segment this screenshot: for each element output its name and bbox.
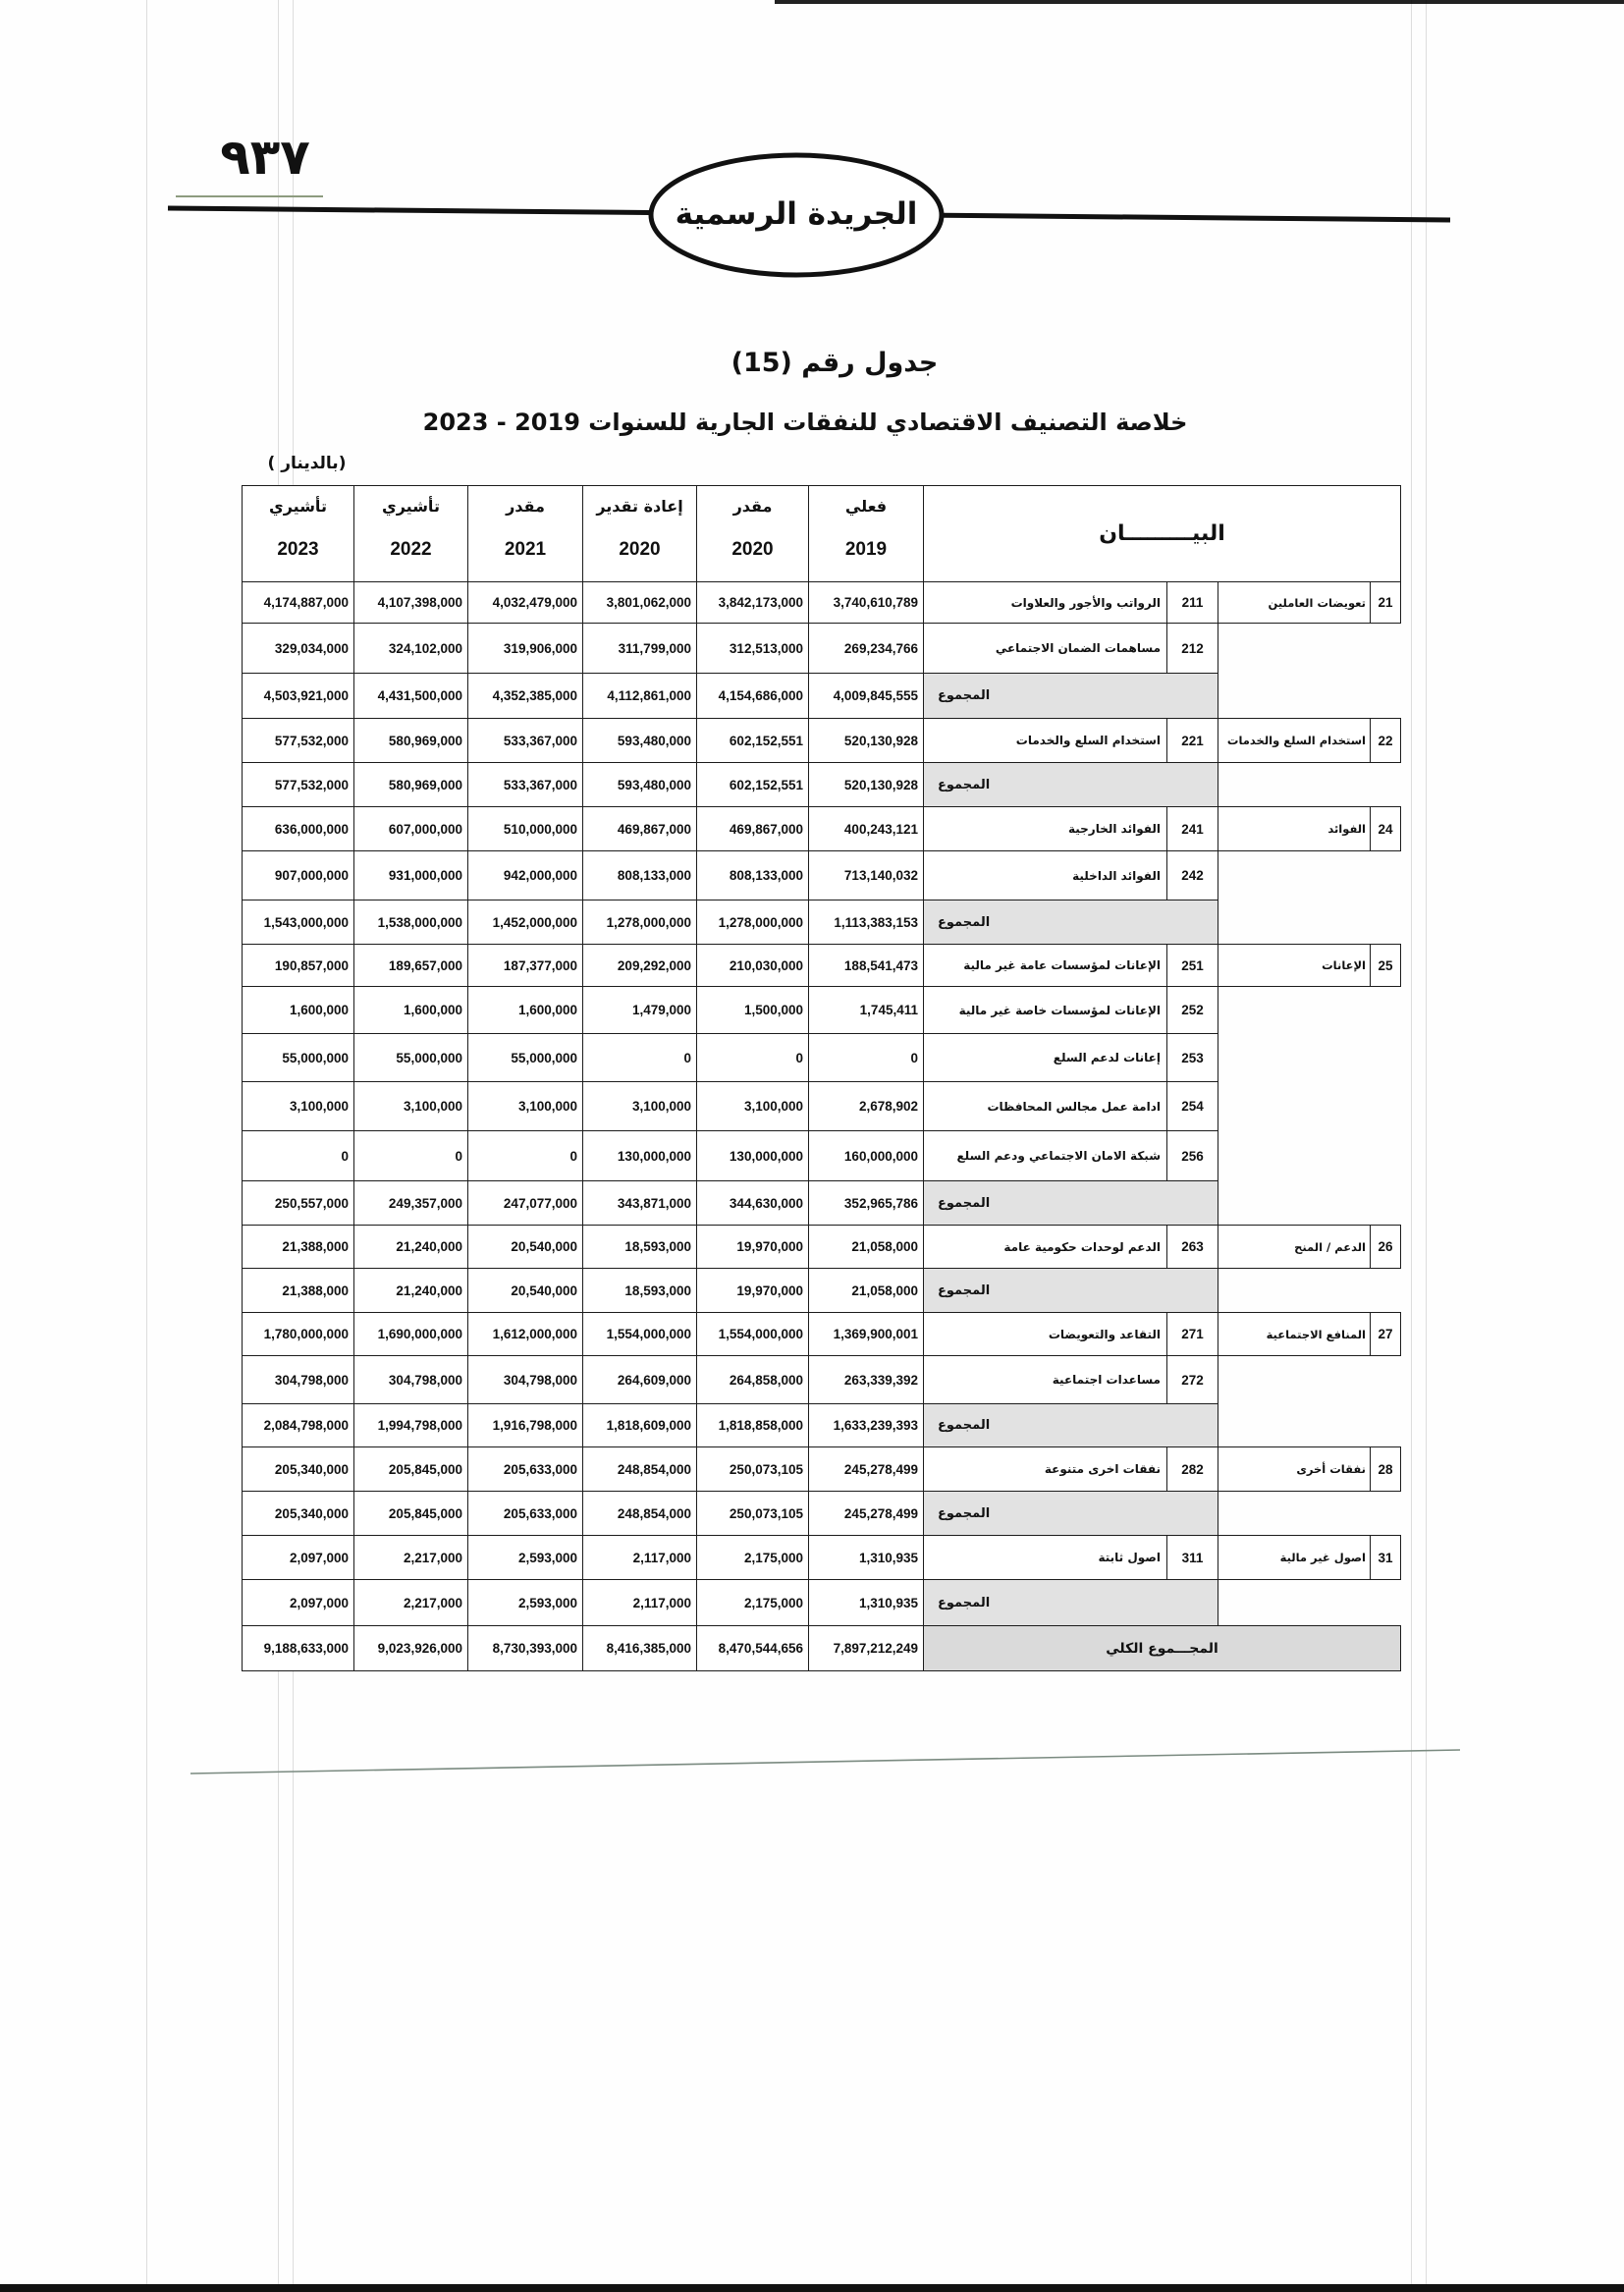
- table-row: [243, 1226, 1401, 1269]
- value-cell: 329,034,000: [243, 624, 354, 674]
- value-cell: 4,112,861,000: [583, 674, 697, 719]
- empty-cell: [1218, 1181, 1371, 1226]
- value-cell: 580,969,000: [354, 763, 468, 807]
- value-cell: 19,970,000: [697, 1226, 809, 1269]
- empty-cell: [1218, 1580, 1371, 1626]
- item-code: 252: [1167, 987, 1218, 1034]
- value-cell: 2,217,000: [354, 1580, 468, 1626]
- value-cell: 205,633,000: [468, 1447, 583, 1492]
- empty-cell: [1218, 1082, 1371, 1131]
- value-cell: 319,906,000: [468, 624, 583, 674]
- subtotal-row: [243, 1492, 1401, 1536]
- value-cell: 245,278,499: [809, 1492, 924, 1536]
- item-description: الدعم لوحدات حكومية عامة: [924, 1226, 1167, 1269]
- empty-cell: [1218, 763, 1371, 807]
- subtotal-row: [243, 763, 1401, 807]
- value-cell: 2,217,000: [354, 1536, 468, 1580]
- value-cell: 4,009,845,555: [809, 674, 924, 719]
- item-description: التقاعد والتعويضات: [924, 1313, 1167, 1356]
- item-description: الرواتب والأجور والعلاوات: [924, 582, 1167, 624]
- value-cell: 3,100,000: [354, 1082, 468, 1131]
- value-cell: 3,740,610,789: [809, 582, 924, 624]
- value-cell: 209,292,000: [583, 945, 697, 987]
- unit-note: ( بالدينار): [267, 454, 347, 473]
- value-cell: 1,690,000,000: [354, 1313, 468, 1356]
- value-cell: 1,994,798,000: [354, 1404, 468, 1447]
- category-code: 31: [1371, 1536, 1401, 1580]
- value-cell: 4,107,398,000: [354, 582, 468, 624]
- column-header: [468, 486, 583, 582]
- column-header-year: 2021: [504, 539, 547, 560]
- subtotal-label: المجموع: [924, 1580, 1218, 1626]
- value-cell: 343,871,000: [583, 1181, 697, 1226]
- grand-total-row: [243, 1626, 1401, 1671]
- item-description: ادامة عمل مجالس المحافظات: [924, 1082, 1167, 1131]
- value-cell: 352,965,786: [809, 1181, 924, 1226]
- value-cell: 250,073,105: [697, 1447, 809, 1492]
- table-row: [243, 987, 1401, 1034]
- item-description: شبكة الامان الاجتماعي ودعم السلع: [924, 1131, 1167, 1181]
- value-cell: 931,000,000: [354, 851, 468, 900]
- value-cell: 264,609,000: [583, 1356, 697, 1404]
- subtotal-row: [243, 1181, 1401, 1226]
- value-cell: 160,000,000: [809, 1131, 924, 1181]
- empty-cell: [1218, 1131, 1371, 1181]
- value-cell: 1,538,000,000: [354, 900, 468, 945]
- value-cell: 20,540,000: [468, 1269, 583, 1313]
- value-cell: 593,480,000: [583, 719, 697, 763]
- item-code: 251: [1167, 945, 1218, 987]
- value-cell: 4,503,921,000: [243, 674, 354, 719]
- value-cell: 577,532,000: [243, 719, 354, 763]
- item-description: الإعانات لمؤسسات خاصة غير مالية: [924, 987, 1167, 1034]
- value-cell: 580,969,000: [354, 719, 468, 763]
- value-cell: 1,916,798,000: [468, 1404, 583, 1447]
- subtotal-label: المجموع: [924, 1269, 1218, 1313]
- empty-cell: [1371, 1492, 1401, 1536]
- masthead-title: الجريدة الرسمية: [675, 196, 918, 232]
- table-row: [243, 807, 1401, 851]
- value-cell: 808,133,000: [697, 851, 809, 900]
- value-cell: 4,174,887,000: [243, 582, 354, 624]
- item-description: مساعدات اجتماعية: [924, 1356, 1167, 1404]
- empty-cell: [1218, 674, 1371, 719]
- table-row: [243, 1356, 1401, 1404]
- item-description: إعانات لدعم السلع: [924, 1034, 1167, 1082]
- value-cell: 205,340,000: [243, 1492, 354, 1536]
- value-cell: 593,480,000: [583, 763, 697, 807]
- column-header-label: مقدر: [506, 497, 545, 516]
- value-cell: 2,097,000: [243, 1580, 354, 1626]
- item-description: الفوائد الخارجية: [924, 807, 1167, 851]
- value-cell: 130,000,000: [583, 1131, 697, 1181]
- item-code: 241: [1167, 807, 1218, 851]
- item-description: نفقات اخرى متنوعة: [924, 1447, 1167, 1492]
- value-cell: 9,188,633,000: [243, 1626, 354, 1671]
- value-cell: 247,077,000: [468, 1181, 583, 1226]
- value-cell: 19,970,000: [697, 1269, 809, 1313]
- empty-cell: [1218, 624, 1371, 674]
- value-cell: 1,310,935: [809, 1580, 924, 1626]
- empty-cell: [1218, 1034, 1371, 1082]
- empty-cell: [1218, 1492, 1371, 1536]
- category-code: 25: [1371, 945, 1401, 987]
- category-code: 22: [1371, 719, 1401, 763]
- empty-cell: [1218, 1356, 1371, 1404]
- table-subtitle: خلاصة التصنيف الاقتصادي للنفقات الجارية للسنوات 2019 - 2023: [422, 409, 1188, 436]
- value-cell: 0: [809, 1034, 924, 1082]
- empty-cell: [1371, 674, 1401, 719]
- page-number: ٩٣٧: [220, 129, 310, 186]
- value-cell: 2,175,000: [697, 1580, 809, 1626]
- value-cell: 0: [243, 1131, 354, 1181]
- column-header-label: تأشيري: [269, 497, 327, 516]
- value-cell: 0: [354, 1131, 468, 1181]
- empty-cell: [1218, 987, 1371, 1034]
- item-code: 263: [1167, 1226, 1218, 1269]
- column-header-year: 2020: [619, 539, 661, 560]
- item-code: 254: [1167, 1082, 1218, 1131]
- value-cell: 942,000,000: [468, 851, 583, 900]
- value-cell: 205,845,000: [354, 1447, 468, 1492]
- item-description: الفوائد الداخلية: [924, 851, 1167, 900]
- value-cell: 533,367,000: [468, 763, 583, 807]
- subtotal-row: [243, 1580, 1401, 1626]
- empty-cell: [1371, 1131, 1401, 1181]
- value-cell: 21,058,000: [809, 1269, 924, 1313]
- scan-edge-bottom: [0, 2284, 1624, 2292]
- scan-bottom-rule: [0, 1728, 1624, 1787]
- table-row: [243, 582, 1401, 624]
- value-cell: 21,240,000: [354, 1226, 468, 1269]
- value-cell: 3,100,000: [697, 1082, 809, 1131]
- description-header: البيـــــــــان: [924, 486, 1401, 582]
- value-cell: 248,854,000: [583, 1492, 697, 1536]
- category-name: الفوائد: [1218, 807, 1371, 851]
- value-cell: 55,000,000: [243, 1034, 354, 1082]
- value-cell: 520,130,928: [809, 763, 924, 807]
- value-cell: 311,799,000: [583, 624, 697, 674]
- item-code: 253: [1167, 1034, 1218, 1082]
- item-code: 256: [1167, 1131, 1218, 1181]
- value-cell: 602,152,551: [697, 763, 809, 807]
- value-cell: 510,000,000: [468, 807, 583, 851]
- value-cell: 1,600,000: [468, 987, 583, 1034]
- category-code: 21: [1371, 582, 1401, 624]
- column-header-year: 2022: [390, 539, 432, 560]
- value-cell: 3,100,000: [583, 1082, 697, 1131]
- empty-cell: [1218, 900, 1371, 945]
- value-cell: 4,154,686,000: [697, 674, 809, 719]
- subtotal-row: [243, 1269, 1401, 1313]
- value-cell: 1,780,000,000: [243, 1313, 354, 1356]
- header-row: [243, 486, 1401, 582]
- value-cell: 636,000,000: [243, 807, 354, 851]
- value-cell: 400,243,121: [809, 807, 924, 851]
- value-cell: 3,100,000: [468, 1082, 583, 1131]
- column-header-year: 2023: [277, 539, 319, 560]
- value-cell: 55,000,000: [354, 1034, 468, 1082]
- value-cell: 0: [468, 1131, 583, 1181]
- scan-artifact-line: [146, 0, 147, 2292]
- empty-cell: [1218, 1404, 1371, 1447]
- value-cell: 4,431,500,000: [354, 674, 468, 719]
- category-code: 26: [1371, 1226, 1401, 1269]
- category-code: 28: [1371, 1447, 1401, 1492]
- value-cell: 1,278,000,000: [697, 900, 809, 945]
- value-cell: 304,798,000: [468, 1356, 583, 1404]
- value-cell: 21,388,000: [243, 1269, 354, 1313]
- value-cell: 4,352,385,000: [468, 674, 583, 719]
- value-cell: 1,745,411: [809, 987, 924, 1034]
- value-cell: 269,234,766: [809, 624, 924, 674]
- value-cell: 1,818,858,000: [697, 1404, 809, 1447]
- value-cell: 4,032,479,000: [468, 582, 583, 624]
- value-cell: 1,278,000,000: [583, 900, 697, 945]
- table-row: [243, 624, 1401, 674]
- value-cell: 0: [697, 1034, 809, 1082]
- value-cell: 713,140,032: [809, 851, 924, 900]
- value-cell: 2,117,000: [583, 1580, 697, 1626]
- value-cell: 205,845,000: [354, 1492, 468, 1536]
- value-cell: 2,084,798,000: [243, 1404, 354, 1447]
- category-name: المنافع الاجتماعية: [1218, 1313, 1371, 1356]
- value-cell: 248,854,000: [583, 1447, 697, 1492]
- value-cell: 3,801,062,000: [583, 582, 697, 624]
- category-name: استخدام السلع والخدمات: [1218, 719, 1371, 763]
- table-row: [243, 851, 1401, 900]
- value-cell: 245,278,499: [809, 1447, 924, 1492]
- value-cell: 2,678,902: [809, 1082, 924, 1131]
- item-code: 271: [1167, 1313, 1218, 1356]
- empty-cell: [1371, 763, 1401, 807]
- value-cell: 130,000,000: [697, 1131, 809, 1181]
- column-header: [583, 486, 697, 582]
- value-cell: 1,554,000,000: [583, 1313, 697, 1356]
- column-header: [243, 486, 354, 582]
- category-name: نفقات أخرى: [1218, 1447, 1371, 1492]
- value-cell: 344,630,000: [697, 1181, 809, 1226]
- value-cell: 18,593,000: [583, 1269, 697, 1313]
- scan-artifact-line: [1411, 0, 1412, 2292]
- table-row: [243, 1034, 1401, 1082]
- value-cell: 1,600,000: [243, 987, 354, 1034]
- column-header: [697, 486, 809, 582]
- value-cell: 2,097,000: [243, 1536, 354, 1580]
- subtotal-label: المجموع: [924, 763, 1218, 807]
- category-name: الدعم / المنح: [1218, 1226, 1371, 1269]
- subtotal-row: [243, 900, 1401, 945]
- column-header-label: فعلي: [844, 497, 888, 516]
- value-cell: 9,023,926,000: [354, 1626, 468, 1671]
- column-header-label: إعادة تقدير: [596, 497, 683, 516]
- masthead-graphic: [0, 0, 1624, 314]
- expenditure-table: [242, 485, 1401, 1671]
- item-description: مساهمات الضمان الاجتماعي: [924, 624, 1167, 674]
- value-cell: 190,857,000: [243, 945, 354, 987]
- value-cell: 205,340,000: [243, 1447, 354, 1492]
- column-header-year: 2020: [731, 539, 774, 560]
- table-body: [243, 582, 1401, 1671]
- value-cell: 187,377,000: [468, 945, 583, 987]
- value-cell: 1,452,000,000: [468, 900, 583, 945]
- value-cell: 250,557,000: [243, 1181, 354, 1226]
- table-row: [243, 719, 1401, 763]
- value-cell: 1,633,239,393: [809, 1404, 924, 1447]
- value-cell: 2,175,000: [697, 1536, 809, 1580]
- value-cell: 533,367,000: [468, 719, 583, 763]
- column-header-label: تأشيري: [382, 497, 440, 516]
- column-header: [354, 486, 468, 582]
- value-cell: 21,388,000: [243, 1226, 354, 1269]
- table-row: [243, 1082, 1401, 1131]
- value-cell: 2,593,000: [468, 1580, 583, 1626]
- value-cell: 577,532,000: [243, 763, 354, 807]
- value-cell: 210,030,000: [697, 945, 809, 987]
- value-cell: 304,798,000: [354, 1356, 468, 1404]
- value-cell: 1,600,000: [354, 987, 468, 1034]
- item-description: اصول ثابتة: [924, 1536, 1167, 1580]
- item-description: استخدام السلع والخدمات: [924, 719, 1167, 763]
- column-header: [809, 486, 924, 582]
- value-cell: 55,000,000: [468, 1034, 583, 1082]
- value-cell: 249,357,000: [354, 1181, 468, 1226]
- category-name: الإعانات: [1218, 945, 1371, 987]
- value-cell: 1,543,000,000: [243, 900, 354, 945]
- item-code: 272: [1167, 1356, 1218, 1404]
- table-row: [243, 1131, 1401, 1181]
- grand-total-label: المجـــموع الكلي: [924, 1626, 1401, 1671]
- value-cell: 3,842,173,000: [697, 582, 809, 624]
- empty-cell: [1371, 1181, 1401, 1226]
- value-cell: 304,798,000: [243, 1356, 354, 1404]
- value-cell: 8,470,544,656: [697, 1626, 809, 1671]
- value-cell: 188,541,473: [809, 945, 924, 987]
- value-cell: 264,858,000: [697, 1356, 809, 1404]
- empty-cell: [1371, 1034, 1401, 1082]
- value-cell: 3,100,000: [243, 1082, 354, 1131]
- empty-cell: [1371, 1580, 1401, 1626]
- value-cell: 324,102,000: [354, 624, 468, 674]
- empty-cell: [1371, 624, 1401, 674]
- value-cell: 808,133,000: [583, 851, 697, 900]
- value-cell: 0: [583, 1034, 697, 1082]
- value-cell: 607,000,000: [354, 807, 468, 851]
- value-cell: 7,897,212,249: [809, 1626, 924, 1671]
- value-cell: 1,612,000,000: [468, 1313, 583, 1356]
- value-cell: 1,479,000: [583, 987, 697, 1034]
- value-cell: 1,554,000,000: [697, 1313, 809, 1356]
- table-row: [243, 1447, 1401, 1492]
- value-cell: 189,657,000: [354, 945, 468, 987]
- empty-cell: [1371, 1269, 1401, 1313]
- value-cell: 907,000,000: [243, 851, 354, 900]
- empty-cell: [1218, 1269, 1371, 1313]
- table-title: جدول رقم (15): [731, 348, 939, 378]
- value-cell: 469,867,000: [697, 807, 809, 851]
- subtotal-label: المجموع: [924, 900, 1218, 945]
- column-header-label: مقدر: [732, 497, 773, 516]
- subtotal-row: [243, 674, 1401, 719]
- category-code: 24: [1371, 807, 1401, 851]
- item-code: 212: [1167, 624, 1218, 674]
- value-cell: 8,416,385,000: [583, 1626, 697, 1671]
- category-code: 27: [1371, 1313, 1401, 1356]
- value-cell: 263,339,392: [809, 1356, 924, 1404]
- item-code: 311: [1167, 1536, 1218, 1580]
- value-cell: 250,073,105: [697, 1492, 809, 1536]
- value-cell: 21,240,000: [354, 1269, 468, 1313]
- subtotal-label: المجموع: [924, 1492, 1218, 1536]
- value-cell: 205,633,000: [468, 1492, 583, 1536]
- empty-cell: [1371, 851, 1401, 900]
- value-cell: 2,117,000: [583, 1536, 697, 1580]
- item-code: 242: [1167, 851, 1218, 900]
- value-cell: 18,593,000: [583, 1226, 697, 1269]
- table-row: [243, 1313, 1401, 1356]
- value-cell: 602,152,551: [697, 719, 809, 763]
- empty-cell: [1371, 1404, 1401, 1447]
- value-cell: 1,310,935: [809, 1536, 924, 1580]
- subtotal-label: المجموع: [924, 674, 1218, 719]
- subtotal-label: المجموع: [924, 1404, 1218, 1447]
- item-code: 221: [1167, 719, 1218, 763]
- value-cell: 8,730,393,000: [468, 1626, 583, 1671]
- subtotal-row: [243, 1404, 1401, 1447]
- category-name: تعويضات العاملين: [1218, 582, 1371, 624]
- value-cell: 1,818,609,000: [583, 1404, 697, 1447]
- empty-cell: [1218, 851, 1371, 900]
- item-code: 282: [1167, 1447, 1218, 1492]
- value-cell: 312,513,000: [697, 624, 809, 674]
- table-row: [243, 1536, 1401, 1580]
- empty-cell: [1371, 1082, 1401, 1131]
- empty-cell: [1371, 900, 1401, 945]
- empty-cell: [1371, 1356, 1401, 1404]
- category-name: اصول غير مالية: [1218, 1536, 1371, 1580]
- table-row: [243, 945, 1401, 987]
- value-cell: 1,369,900,001: [809, 1313, 924, 1356]
- value-cell: 1,500,000: [697, 987, 809, 1034]
- value-cell: 520,130,928: [809, 719, 924, 763]
- value-cell: 469,867,000: [583, 807, 697, 851]
- column-header-year: 2019: [844, 539, 888, 560]
- empty-cell: [1371, 987, 1401, 1034]
- item-description: الإعانات لمؤسسات عامة غير مالية: [924, 945, 1167, 987]
- value-cell: 20,540,000: [468, 1226, 583, 1269]
- value-cell: 1,113,383,153: [809, 900, 924, 945]
- subtotal-label: المجموع: [924, 1181, 1218, 1226]
- value-cell: 2,593,000: [468, 1536, 583, 1580]
- scan-artifact-line: [1426, 0, 1427, 2292]
- value-cell: 21,058,000: [809, 1226, 924, 1269]
- item-code: 211: [1167, 582, 1218, 624]
